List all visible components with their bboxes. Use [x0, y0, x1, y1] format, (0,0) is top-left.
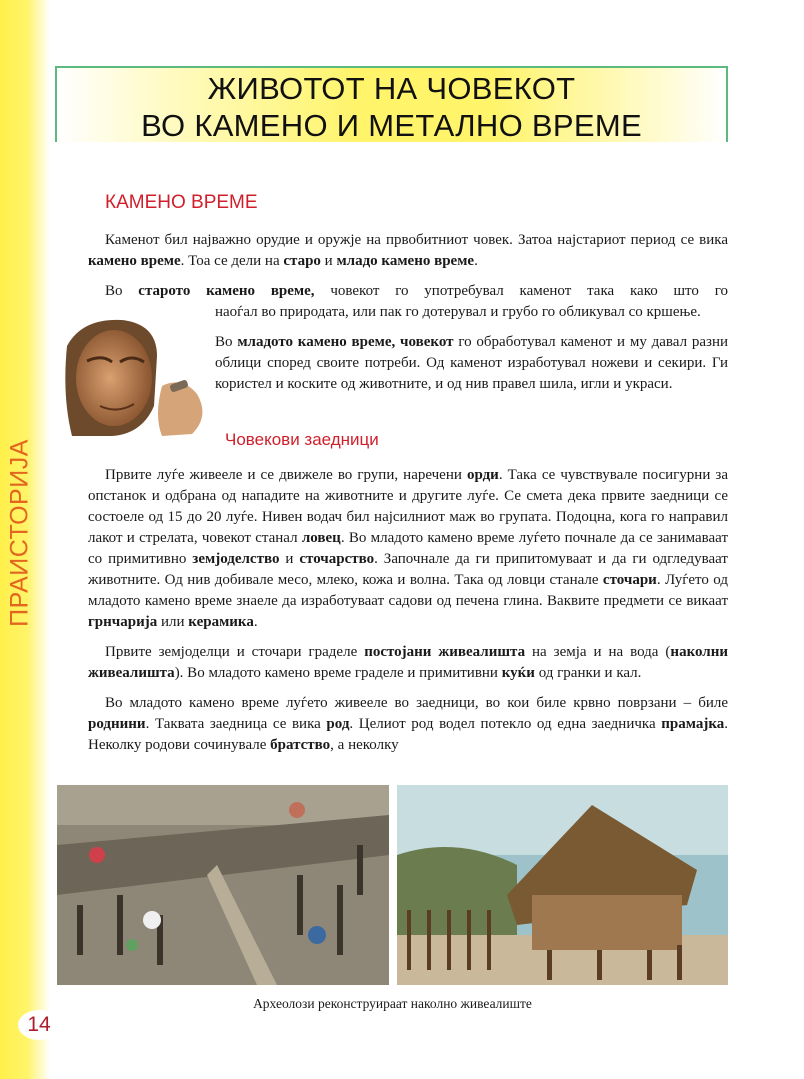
text-run: . Таквата заедница се вика — [145, 716, 327, 732]
bold-term: орди — [466, 467, 499, 483]
text-run: . Неколку родови сочинувале — [88, 716, 728, 753]
bold-term: сточари — [602, 572, 657, 588]
text-run: , а неколку — [330, 737, 399, 753]
text-run: Првите луѓе живееле и се движеле во групи, наречени — [105, 467, 467, 483]
section-communities-body — [88, 465, 728, 765]
text-run: . — [474, 253, 478, 269]
bold-term: старото камено време, — [138, 283, 315, 299]
text-run: наоѓал во природата, или пак го дотерувал и грубо го обликувал со кршење. — [215, 304, 701, 320]
page-number: 14 — [18, 1010, 60, 1040]
text-run: и — [279, 551, 300, 567]
bold-term: братство — [270, 737, 331, 753]
text-run: . Тоа се дели на — [180, 253, 284, 269]
text-run: на земја и на вода ( — [525, 644, 671, 660]
text-run: човекот го употребувал каменот така како што го — [314, 283, 728, 299]
text-run: . Луѓето од младото камено време знаеле да изработуваат садови од печена глина. Ваквите предмети се викаат — [88, 572, 728, 609]
archaeological-dig-photo — [57, 785, 389, 985]
photo-caption: Археолози реконструираат наколно живеалиште — [253, 996, 532, 1011]
bold-term: старо — [283, 253, 321, 269]
text-run: го обработувал каменот и му давал разни облици според своите потреби. Од каменот изработувал ножеви и секири. Ги користел и коските од животните, и од нив правел шила, игли и украси. — [215, 334, 728, 392]
text-run: . — [253, 614, 258, 630]
text-run: . Целиот род водел потекло од една заедничка — [349, 716, 662, 732]
bold-term: постојани живеалишта — [364, 644, 526, 660]
text-run: Во младото камено време луѓето живееле во заедници, во кои биле крвно поврзани – биле — [105, 695, 728, 711]
bold-term: младото камено време, човекот — [237, 334, 454, 350]
bold-term: земјоделство — [192, 551, 280, 567]
section-heading-stone-age: КАМЕНО ВРЕМЕ — [105, 192, 258, 213]
bold-term: керамика — [188, 614, 254, 630]
text-run: . Започнале да ги припитомуваат и да ги одгледуваат животните. Од нив добивале месо, млеко, кожа и волна. Така од ловци станале — [88, 551, 728, 588]
bold-term: камено време — [88, 253, 181, 269]
paragraph — [88, 693, 728, 756]
bold-term: наколни живеалишта — [88, 644, 729, 681]
text-run: . Така се чувствувале посигурни за опстанок и одбрана од нападите на животните и другите луѓе. Се смета дека првите заедници се состоеле од 15 до 20 луѓе. Нивен водач бил најсилниот маж во групата. Подоцна, кога го направил лакот и стрелата, човекот станал — [88, 467, 728, 546]
paragraph-first-line — [88, 281, 728, 302]
text-run: или — [157, 614, 189, 630]
page-title — [55, 66, 728, 142]
bold-term: сточарство — [299, 551, 375, 567]
pile-dwelling-hut-photo — [397, 785, 728, 985]
chapter-side-label: ПРАИСТОРИЈА — [5, 439, 34, 627]
bold-term: куќи — [501, 665, 535, 681]
bold-term: грнчарија — [88, 614, 158, 630]
prehistoric-man-illustration — [62, 316, 212, 438]
paragraph — [88, 642, 728, 684]
bold-term: младо камено време — [336, 253, 475, 269]
section-heading-human-communities: Човекови заедници — [225, 430, 379, 449]
paragraph — [88, 465, 728, 633]
bold-term: род — [326, 716, 350, 732]
text-run: Во — [105, 283, 139, 299]
text-run: Каменот бил најважно орудие и оружје на првобитниот човек. Затоа најстариот период се вика — [105, 232, 728, 248]
paragraph — [215, 332, 728, 395]
wrapped-text — [215, 302, 728, 395]
paragraph — [215, 302, 728, 323]
page-title-line-1: ЖИВОТОТ НА ЧОВЕКОТ — [207, 71, 576, 106]
bold-term: прамајка — [661, 716, 725, 732]
text-run: Првите земјоделци и сточари граделе — [105, 644, 365, 660]
text-run: . Во младото камено време луѓето почнале да се занимаваат со примитивно — [88, 530, 728, 567]
text-run: и — [320, 253, 337, 269]
text-run: ). Во младото камено време граделе и примитивни — [174, 665, 502, 681]
bold-term: ловец — [301, 530, 341, 546]
text-run: од гранки и кал. — [534, 665, 642, 681]
bold-term: роднини — [88, 716, 146, 732]
page-title-line-2: ВО КАМЕНО И МЕТАЛНО ВРЕМЕ — [141, 108, 642, 143]
text-run: Во — [215, 334, 238, 350]
paragraph — [88, 230, 728, 272]
